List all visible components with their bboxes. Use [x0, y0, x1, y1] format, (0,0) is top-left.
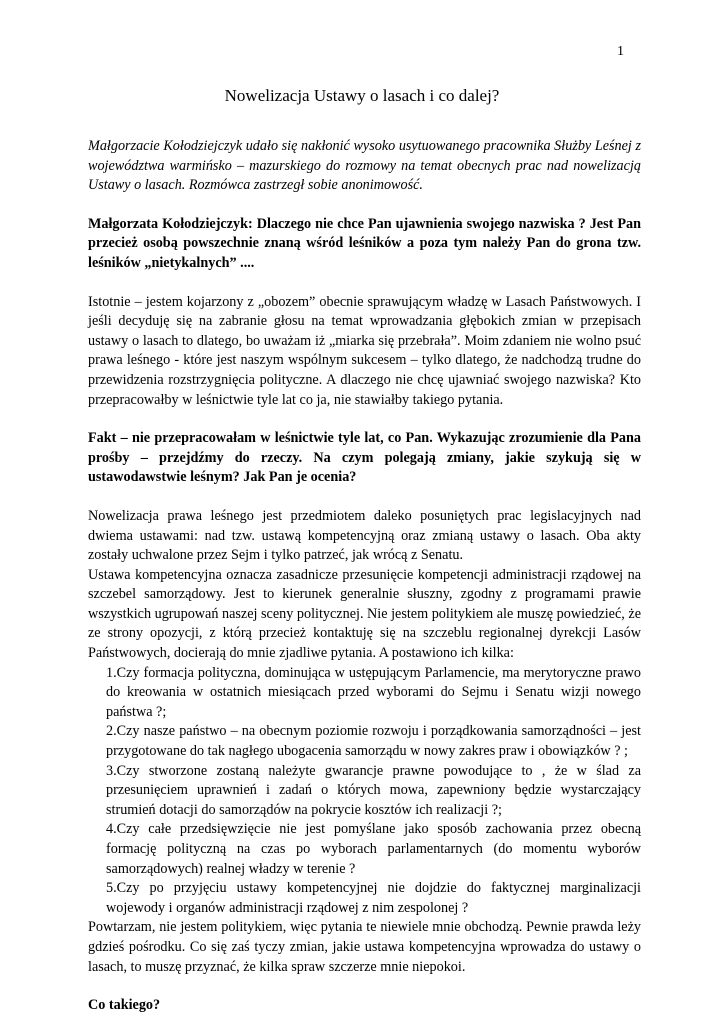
question-1: Małgorzata Kołodziejczyk: Dlaczego nie chce Pan ujawnienia swojego nazwiska ? Jest Pan przecież osobą powszechnie znaną wśród leśników a poza tym należy Pan do grona tzw. leśników „nietykalnych” ....	[88, 215, 641, 271]
list-item: 1.Czy formacja polityczna, dominująca w ustępującym Parlamencie, ma merytoryczne prawo do kreowania w ostatnich miesiącach przed wyborami do Sejmu i Senatu wizji nowego państwa ?;	[106, 664, 641, 720]
page-title: Nowelizacja Ustawy o lasach i co dalej?	[224, 86, 500, 105]
intro-paragraph: Małgorzacie Kołodziejczyk udało się nakłonić wysoko usytuowanego pracownika Służby Leśnej z województwa warmińsko – mazurskiego do rozmowy na temat obecnych prac nad nowelizacją Ustawy o lasach. Rozmówca zastrzegł sobie anonimowość.	[88, 138, 641, 194]
question-2: Fakt – nie przepracowałam w leśnictwie tyle lat, co Pan. Wykazując zrozumienie dla Pana prośby – przejdźmy do rzeczy. Na czym polegają zmiany, jakie szykują się w ustawodawstwie leśnym? Jak Pan je ocenia?	[88, 430, 641, 486]
list-item: 2.Czy nasze państwo – na obecnym poziomie rozwoju i porządkowania samorządności – jest przygotowane do tak nagłego ubogacenia samorządu w nowy zakres praw i obowiązków ? ;	[106, 723, 641, 760]
answer-2-paragraph-3: Powtarzam, nie jestem politykiem, więc pytania te niewiele mnie obchodzą. Pewnie prawda leży gdzieś pośrodku. Co się zaś tyczy zmian, jakie ustawa kompetencyjna wprowadza do ustawy o lasach, to muszę przyznać, że kilka spraw szczerze mnie niepokoi.	[88, 919, 641, 975]
answer-2-paragraph-1: Nowelizacja prawa leśnego jest przedmiotem daleko posuniętych prac legislacyjnych nad dwiema ustawami: nad tzw. ustawą kompetencyjną oraz zmianą ustawy o lasach. Oba akty zostały uchwalone przez Sejm i tylko patrzeć, jak wrócą z Senatu.	[88, 507, 641, 564]
list-item: 4.Czy całe przedsięwzięcie nie jest pomyślane jako sposób zachowania przez obecną formację polityczną na czas po wyborach parlamentarnych (do momentu wyborów samorządowych) realnej władzy w terenie ?	[106, 821, 641, 877]
list-item: 5.Czy po przyjęciu ustawy kompetencyjnej nie dojdzie do faktycznej marginalizacji wojewody i organów administracji rządowej z nim zespolonej ?	[106, 880, 641, 916]
page-number: 1	[617, 44, 624, 59]
answer-2-paragraph-2: Ustawa kompetencyjna oznacza zasadnicze przesunięcie kompetencji administracji rządowej na szczebel samorządowy. Jest to kierunek generalnie słuszny, zgodny z programami prawie wszystkich ugrupowań naszej sceny politycznej. Nie jestem politykiem ale muszę powiedzieć, że ze strony opozycji, z którą przecież kontaktuję się na szczeblu regionalnej dyrekcji Lasów Państwowych, docierają do mnie zjadliwe pytania. A postawiono ich kilka:	[88, 566, 641, 662]
list-item: 3.Czy stworzone zostaną należyte gwarancje prawne powodujące to , że w ślad za przesunięciem uprawnień i zadań o których mowa, zapewniony będzie wystarczający strumień dotacji do samorządów na pokrycie kosztów ich realizacji ?;	[106, 762, 641, 818]
question-3: Co takiego?	[88, 997, 161, 1014]
answer-1: Istotnie – jestem kojarzony z „obozem” obecnie sprawującym władzę w Lasach Państwowych. I jeśli decyduję się na zabranie głosu na temat wprowadzania głębokich zmian w przepisach ustawy o lasach to dlatego, bo uważam iż „miarka się przebrała”. Moim zdaniem nie wolno psuć prawa leśnego - które jest naszym wspólnym sukcesem – tylko dlatego, że nadchodzą trudne do przewidzenia rozstrzygnięcia polityczne. A dlaczego nie chcę ujawniać swojego nazwiska? Kto przepracowałby w leśnictwie tyle lat co ja, nie stawiałby takiego pytania.	[88, 293, 641, 408]
document-body	[88, 137, 641, 1016]
